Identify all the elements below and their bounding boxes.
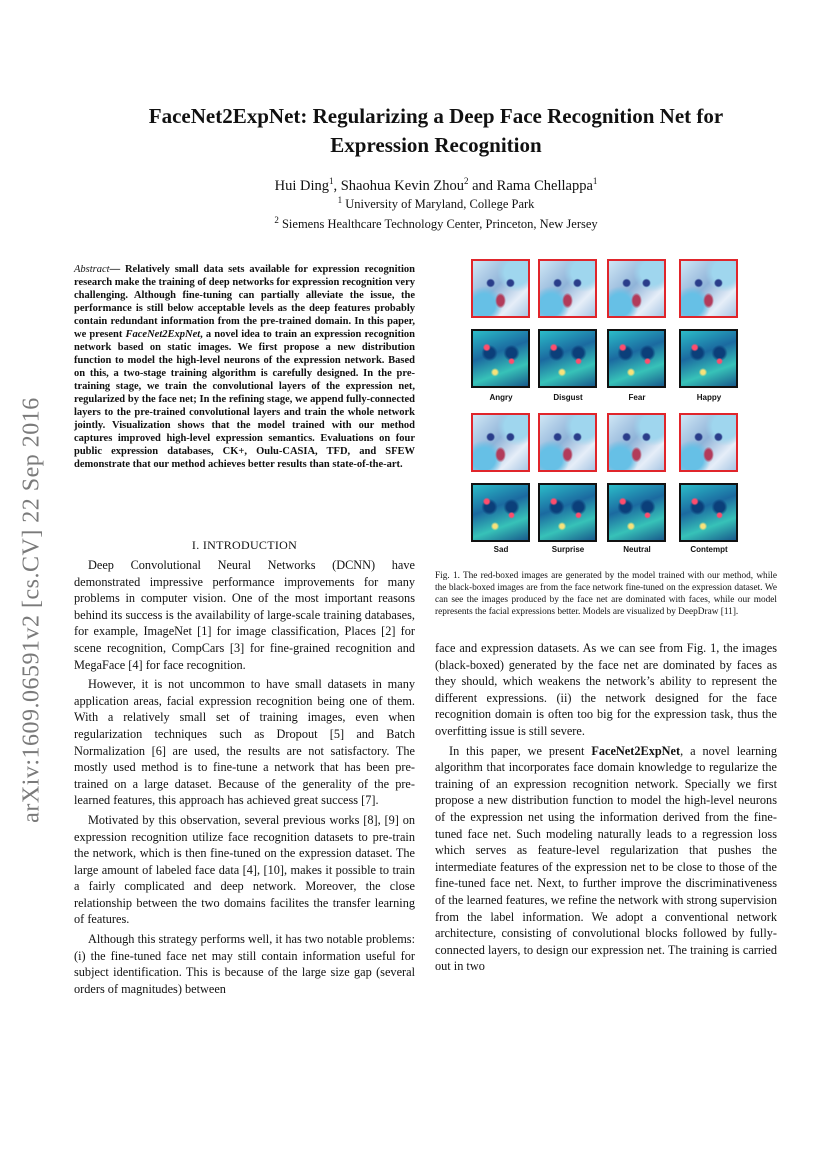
title-line-2: Expression Recognition xyxy=(330,133,542,157)
affiliation-2 xyxy=(100,215,772,232)
arxiv-identifier: arXiv:1609.06591v2 [cs.CV] 22 Sep 2016 xyxy=(18,397,45,823)
figure-label-happy: Happy xyxy=(696,393,722,402)
right-paragraph-2 xyxy=(435,743,777,975)
face-image-fear-red xyxy=(607,259,666,318)
face-image-surprise-black xyxy=(538,483,597,542)
right-paragraph-2-pre: In this paper, we present xyxy=(449,743,592,758)
title-line-1: FaceNet2ExpNet: Regularizing a Deep Face Recognition Net for xyxy=(148,104,724,128)
intro-paragraph-4: Although this strategy performs well, it has two notable problems: (i) the fine-tuned face net may still contain information useful for subject identification. This is because of the large size gap (several orders of magnitudes) between xyxy=(74,932,415,996)
paper-title xyxy=(100,102,772,160)
figure-1 xyxy=(466,257,730,557)
face-image-happy-black xyxy=(679,329,738,388)
abstract-text-2: , a novel idea to train an expression recognition network based on static images. We first propose a new distribution function to model the high-level neurons of the expression network. Based on this, a two-stage training algorithm is carefully designed. In the pre-training stage, we train the convolutional layers of the expression net, regularized by the face net; In the refining stage, we append fully-connected layers to the pre-trained convolutional layers and train the whole network jointly. Visualization shows that the model trained with our method captures improved high-level expression semantics. Evaluations on four public expression databases, CK+, Oulu-CASIA, TFD, and SFEW demonstrate that our method achieves better results than state-of-the-art. xyxy=(74,329,416,470)
right-paragraph-2-bold: FaceNet2ExpNet xyxy=(591,743,681,758)
face-image-contempt-red xyxy=(679,413,738,472)
author-3-sup: 1 xyxy=(592,176,598,186)
author-3: Rama Chellappa xyxy=(496,177,593,194)
affiliation-1-text: University of Maryland, College Park xyxy=(342,197,535,212)
abstract-label: Abstract xyxy=(74,264,110,275)
affiliation-1 xyxy=(100,195,772,212)
intro-paragraph-2: However, it is not uncommon to have small datasets in many application areas, facial expression recognition being one of them. With a relatively small set of training images, even when regularization techniques such as Dropout [5] and Batch Normalization [6] are used, the results are not satisfactory. The mostly used method is to fine-tune a network that has been pre-trained on a large dataset. Because of the generality of the pre-learned features, this approach has achieved great success [7]. xyxy=(74,677,415,808)
right-paragraph-2-post: , a novel learning algorithm that incorporates face domain knowledge to regularize the training of an expression recognition network. Specially we first propose a new distribution function to model the high-level neurons of the expression net using the information derived from the fine-tuned face net. Such modeling naturally leads to a regression loss which serves as feature-level regularization that pushes the intermediate features of the expression net to be close to those of the fine-tuned face net. Next, to further improve the discriminativeness of the learned features, we refine the network with strong supervision from the label information. We adopt a conventional network architecture, consisting of convolutional blocks followed by fully-connected layers, to design our expression net. The training is carried out in two xyxy=(435,743,777,974)
face-image-sad-red xyxy=(471,413,530,472)
section-heading-introduction: I. INTRODUCTION xyxy=(191,538,298,552)
author-sep-2: and xyxy=(468,177,497,194)
right-column-body xyxy=(435,640,777,975)
figure-label-fear: Fear xyxy=(628,393,646,402)
face-image-neutral-black xyxy=(607,483,666,542)
figure-label-neutral: Neutral xyxy=(623,545,651,554)
author-1: Hui Ding xyxy=(274,177,329,194)
face-image-neutral-red xyxy=(607,413,666,472)
face-image-disgust-red xyxy=(538,259,597,318)
face-image-sad-black xyxy=(471,483,530,542)
face-image-angry-red xyxy=(471,259,530,318)
figure-label-surprise: Surprise xyxy=(551,545,585,554)
figure-label-sad: Sad xyxy=(493,545,509,554)
face-image-fear-black xyxy=(607,329,666,388)
left-column-body xyxy=(74,557,415,997)
face-image-angry-black xyxy=(471,329,530,388)
abstract-dash: — xyxy=(109,264,125,275)
face-image-happy-red xyxy=(679,259,738,318)
arxiv-side-stamp xyxy=(12,360,52,860)
figure-label-angry: Angry xyxy=(489,393,513,402)
author-2: Shaohua Kevin Zhou xyxy=(340,177,464,194)
intro-paragraph-3: Motivated by this observation, several previous works [8], [9] on expression recognition utilize face recognition datasets to pre-train the network, which is then fine-tuned on the expression dataset. The large amount of labeled face data [4], [10], makes it possible to train a fairly complicated and deep network. Moreover, the close relationship between the two domains facilites the transfer learning of features. xyxy=(74,812,415,927)
face-image-disgust-black xyxy=(538,329,597,388)
right-paragraph-1: face and expression datasets. As we can see from Fig. 1, the images (black-boxed) generated by the face net are dominated by faces as they should, which weakens the network’s ability to represent the different expressions. (ii) the network designed for the face recognition domain is often too big for the expression task, thus the overfitting issue is still severe. xyxy=(435,641,777,738)
figure-label-disgust: Disgust xyxy=(553,393,583,402)
intro-paragraph-1: Deep Convolutional Neural Networks (DCNN) have demonstrated impressive performance improvements for many problems in computer vision. One of the most important reasons behind its success is the availability of large-scale training databases, for example, ImageNet [1] for image classification, Places [2] for scene recognition, CompCars [3] for fine-grained recognition and MegaFace [4] for face recognition. xyxy=(74,558,415,672)
author-2-sup: 2 xyxy=(463,176,469,186)
author-1-sup: 1 xyxy=(328,176,334,186)
abstract-text-1: Relatively small data sets available for expression recognition research make the training of deep networks for expression recognition very challenging. Although fine-tuning can partially alleviate the issue, the performance is still below acceptable levels as the deep features probably contain redundant information from the pre-trained domain. In this paper, we present xyxy=(74,264,415,340)
face-image-contempt-black xyxy=(679,483,738,542)
affiliation-1-sup: 1 xyxy=(337,195,343,205)
affiliation-2-text: Siemens Healthcare Technology Center, Princeton, New Jersey xyxy=(278,217,598,232)
face-image-surprise-red xyxy=(538,413,597,472)
author-list xyxy=(100,176,772,195)
affiliation-2-sup: 2 xyxy=(274,215,279,225)
figure-label-contempt: Contempt xyxy=(690,545,728,554)
figure-1-caption: Fig. 1. The red-boxed images are generated by the model trained with our method, while the black-boxed images are from the face network fine-tuned on the expression dataset. We can see the images produced by the face net are dominated with faces, while our model represents the facial expressions better. Models are visualized by DeepDraw [11]. xyxy=(435,571,777,617)
abstract xyxy=(74,263,415,471)
abstract-emph: FaceNet2ExpNet xyxy=(125,329,201,340)
author-sep-1: , xyxy=(333,177,341,194)
